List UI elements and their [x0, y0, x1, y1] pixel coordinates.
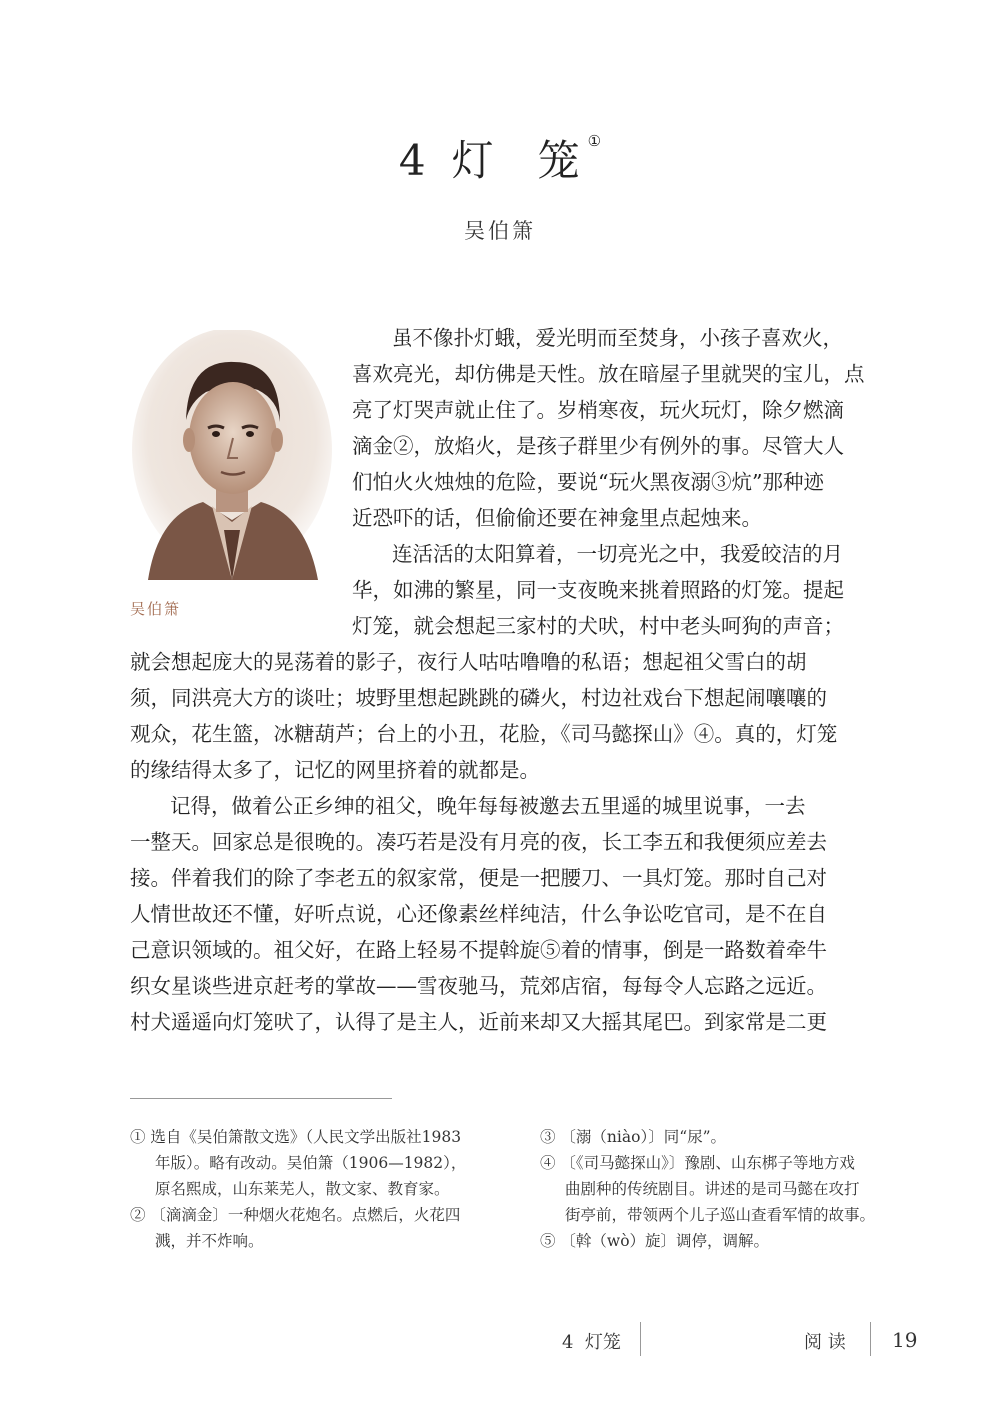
- body-line: 观众，花生篮，冰糖葫芦；台上的小丑，花脸，《司马懿探山》④。真的，灯笼: [130, 722, 838, 746]
- footnote-divider: [130, 1098, 392, 1099]
- lesson-number: 4: [398, 136, 426, 185]
- author-portrait: [128, 330, 336, 580]
- footer-divider: [870, 1322, 871, 1356]
- body-line: 一整天。回家总是很晚的。凑巧若是没有月亮的夜，长工李五和我便须应差去: [130, 830, 827, 854]
- title-char-1: 灯: [451, 136, 502, 185]
- body-line: 虽不像扑灯蛾，爱光明而至焚身，小孩子喜欢火，: [392, 326, 843, 350]
- body-line: 连活活的太阳算着，一切亮光之中，我爱皎洁的月: [392, 542, 843, 566]
- body-line: 人情世故还不懂，好听点说，心还像素丝样纯洁，什么争讼吃官司，是不在自: [130, 902, 827, 926]
- body-line: 滴金②，放焰火，是孩子群里少有例外的事。尽管大人: [352, 434, 844, 458]
- footnote-line: 年版）。略有改动。吴伯箫（1906—1982），: [155, 1154, 467, 1172]
- footnote-line: ③ 〔溺（niào）〕同“尿”。: [540, 1128, 727, 1146]
- title-footnote-marker: ①: [587, 132, 602, 150]
- body-line: 己意识领域的。祖父好，在路上轻易不提斡旋⑤着的情事，倒是一路数着牵牛: [130, 938, 827, 962]
- body-line: 亮了灯哭声就止住了。岁梢寒夜，玩火玩灯，除夕燃滴: [352, 398, 844, 422]
- footer-divider: [640, 1322, 641, 1356]
- footer-section: 阅 读: [804, 1332, 846, 1353]
- body-line: 须，同洪亮大方的谈吐；坡野里想起跳跳的磷火，村边社戏台下想起闹嚷嚷的: [130, 686, 827, 710]
- footnote-line: ① 选自《吴伯箫散文选》（人民文学出版社1983: [130, 1128, 462, 1146]
- body-line: 村犬遥遥向灯笼吠了，认得了是主人，近前来却又大摇其尾巴。到家常是二更: [130, 1010, 827, 1034]
- portrait-caption: 吴伯箫: [130, 600, 182, 618]
- body-line: 就会想起庞大的晃荡着的影子，夜行人咕咕噜噜的私语；想起祖父雪白的胡: [130, 650, 807, 674]
- footnote-line: 原名熙成，山东莱芜人，散文家、教育家。: [155, 1180, 450, 1198]
- body-line: 织女星谈些进京赶考的掌故——雪夜驰马，荒郊店宿，每每令人忘路之远近。: [130, 974, 827, 998]
- body-line: 华，如沸的繁星，同一支夜晚来挑着照路的灯笼。提起: [352, 578, 844, 602]
- body-line: 接。伴着我们的除了李老五的叙家常，便是一把腰刀、一具灯笼。那时自己对: [130, 866, 827, 890]
- body-line: 近恐吓的话，但偷偷还要在神龛里点起烛来。: [352, 506, 762, 530]
- footer-lesson-number: 4: [562, 1332, 574, 1353]
- footnote-line: ④ 〔《司马懿探山》〕豫剧、山东梆子等地方戏: [540, 1154, 855, 1172]
- footer-lesson-title: 灯笼: [584, 1332, 621, 1353]
- body-line: 的缘结得太多了，记忆的网里挤着的就都是。: [130, 758, 540, 782]
- footer-lesson: [562, 1328, 621, 1354]
- footnote-line: 溅，并不炸响。: [155, 1232, 264, 1250]
- lesson-title: [0, 128, 1000, 188]
- author-name: 吴伯箫: [464, 219, 536, 243]
- footnote-line: ② 〔滴滴金〕一种烟火花炮名。点燃后，火花四: [130, 1206, 461, 1224]
- page-number: 19: [892, 1328, 918, 1352]
- body-line: 灯笼，就会想起三家村的犬吠，村中老头呵狗的声音；: [352, 614, 844, 638]
- body-line: 们怕火火烛烛的危险，要说“玩火黑夜溺③炕”那种迹: [352, 470, 824, 494]
- footnote-line: ⑤ 〔斡（wò）旋〕调停，调解。: [540, 1232, 770, 1250]
- footnote-line: 街亭前，带领两个儿子巡山查看军情的故事。: [565, 1206, 876, 1224]
- title-char-2: 笼: [537, 136, 588, 185]
- body-line: 记得，做着公正乡绅的祖父，晚年每每被邀去五里遥的城里说事，一去: [170, 794, 806, 818]
- body-line: 喜欢亮光，却仿佛是天性。放在暗屋子里就哭的宝儿，点: [352, 362, 865, 386]
- footnote-line: 曲剧种的传统剧目。讲述的是司马懿在攻打: [565, 1180, 860, 1198]
